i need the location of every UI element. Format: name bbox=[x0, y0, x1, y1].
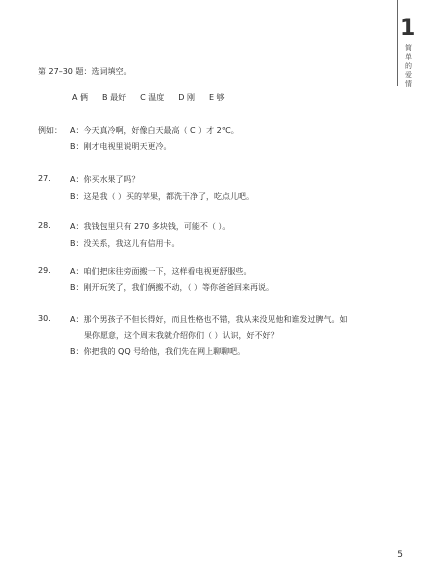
example-line-a: A：今天真冷啊，好像白天最高（ C ）才 2℃。 bbox=[70, 126, 239, 135]
word-options bbox=[72, 92, 225, 103]
option-b: B 最好 bbox=[102, 93, 127, 102]
question-27-line-b: B：这是我（ ）买的苹果，都洗干净了，吃点儿吧。 bbox=[70, 192, 255, 201]
chapter-number: 1 bbox=[400, 16, 416, 41]
section-instructions: 第 27–30 题：选词填空。 bbox=[38, 67, 132, 76]
question-30-line-b: B：你把我的 QQ 号给他，我们先在网上聊聊吧。 bbox=[70, 347, 246, 356]
chapter-title: 简单的爱情 bbox=[405, 44, 412, 88]
option-a: A 俩 bbox=[72, 93, 89, 102]
question-30-line-a2: 果你愿意，这个周末我就介绍你们（ ）认识，好不好？ bbox=[84, 331, 279, 340]
question-29-line-a: A：咱们把床往旁面搬一下，这样看电视更舒服些。 bbox=[70, 267, 252, 276]
option-e: E 够 bbox=[208, 93, 225, 102]
question-27-number: 27. bbox=[38, 174, 51, 183]
chapter-rule bbox=[397, 0, 398, 86]
question-29-number: 29. bbox=[38, 266, 51, 275]
example-line-b: B：刚才电视里说明天更冷。 bbox=[70, 142, 172, 151]
option-c: C 温度 bbox=[140, 93, 165, 102]
page-number: 5 bbox=[397, 550, 403, 560]
question-30-line-a1: A：那个男孩子不但长得好，而且性格也不错，我从来没见他和谁发过脾气。如 bbox=[70, 315, 348, 324]
question-29-line-b: B：刚开玩笑了，我们俩搬不动，（ ）等你爸爸回来再说。 bbox=[70, 283, 275, 292]
example-label: 例如： bbox=[38, 126, 62, 135]
question-28-line-b: B：没关系，我这儿有信用卡。 bbox=[70, 239, 180, 248]
question-30-number: 30. bbox=[38, 314, 51, 323]
question-27-line-a: A：你买水果了吗？ bbox=[70, 175, 140, 184]
chapter-marker bbox=[397, 0, 421, 110]
option-d: D 刚 bbox=[178, 93, 195, 102]
question-28-number: 28. bbox=[38, 221, 51, 230]
question-28-line-a: A：我钱包里只有 270 多块钱，可能不（ ）。 bbox=[70, 222, 231, 231]
